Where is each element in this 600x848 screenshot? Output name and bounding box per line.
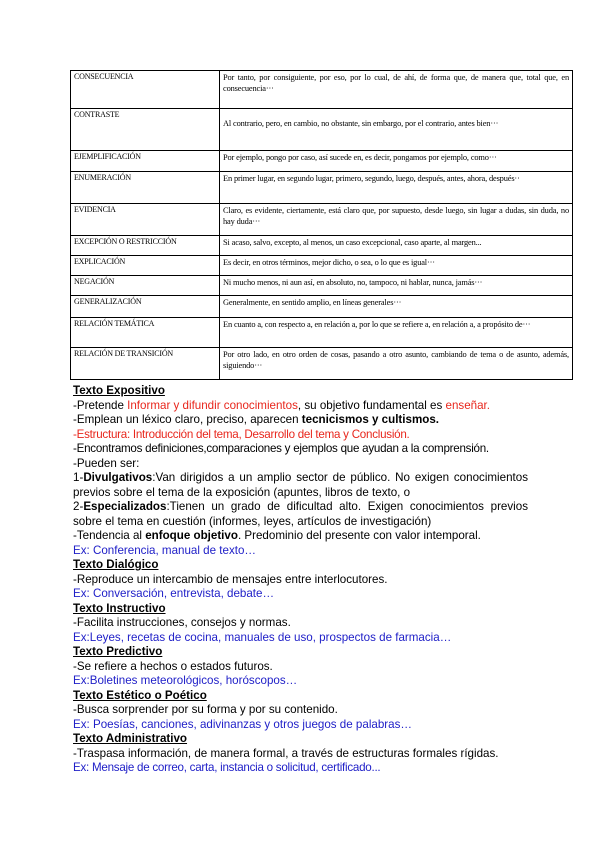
expositivo-line-1: -Pretende Informar y difundir conocimientos, su objetivo fundamental es enseñar. [73, 398, 490, 412]
table-row [71, 348, 573, 380]
category-cell: EVIDENCIA [71, 204, 220, 236]
description-cell: Es decir, en otros términos, mejor dicho, o sea, o lo que es igual··· [220, 256, 573, 276]
description-cell: Al contrario, pero, en cambio, no obstante, sin embargo, por el contrario, antes bien··· [220, 109, 573, 151]
description-cell: En cuanto a, con respecto a, en relación a, por lo que se refiere a, en relación a, a propósito de··· [220, 318, 573, 348]
category-cell: CONSECUENCIA [71, 71, 220, 109]
category-cell: EXCEPCIÓN O RESTRICCIÓN [71, 236, 220, 256]
category-cell: GENERALIZACIÓN [71, 296, 220, 318]
category-cell: NEGACIÓN [71, 276, 220, 296]
predictivo-line-1: -Se refiere a hechos o estados futuros. [73, 659, 273, 673]
expositivo-line-8: -Tendencia al enfoque objetivo. Predominio del presente con valor intemporal. [73, 529, 481, 542]
expositivo-divulgativos: 1-Divulgativos:Van dirigidos a un amplio sector de público. No exigen conocimientos previos sobre el tema de la exposición (apuntes, libros de texto, o [73, 471, 528, 499]
expositivo-especializados: 2-Especializados:Tienen un grado de dificultad alto. Exigen conocimientos previos sobre el tema en cuestión (informes, leyes, artículos de investigación) [73, 500, 528, 528]
table-row [71, 109, 573, 151]
description-cell: Generalmente, en sentido amplio, en líneas generales··· [220, 296, 573, 318]
section-title-administrativo: Texto Administrativo [73, 732, 188, 745]
category-cell: RELACIÓN DE TRANSICIÓN [71, 348, 220, 380]
table-row [71, 172, 573, 204]
dialogico-example: Ex: Conversación, entrevista, debate… [73, 587, 275, 600]
predictivo-example: Ex:Boletines meteorológicos, horóscopos… [73, 674, 298, 687]
estetico-line-1: -Busca sorprender por su forma y por su contenido. [73, 703, 338, 716]
table-row [71, 276, 573, 296]
description-cell: En primer lugar, en segundo lugar, primero, segundo, luego, después, antes, ahora, después·· [220, 172, 573, 204]
expositivo-line-5: -Pueden ser: [73, 456, 140, 470]
administrativo-example: Ex: Mensaje de correo, carta, instancia o solicitud, certificado... [73, 761, 381, 774]
table-row [71, 318, 573, 348]
instructivo-example: Ex:Leyes, recetas de cocina, manuales de uso, prospectos de farmacia… [73, 630, 452, 644]
table-row [71, 151, 573, 172]
description-cell: Por ejemplo, pongo por caso, así sucede en, es decir, pongamos por ejemplo, como··· [220, 151, 573, 172]
description-cell: Ni mucho menos, ni aun así, en absoluto, no, tampoco, ni hablar, nunca, jamás··· [220, 276, 573, 296]
estetico-example: Ex: Poesías, canciones, adivinanzas y otros juegos de palabras… [73, 717, 412, 731]
category-cell: CONTRASTE [71, 109, 220, 151]
table-row [71, 236, 573, 256]
section-title-instructivo: Texto Instructivo [73, 601, 166, 615]
section-title-dialogico: Texto Dialógico [73, 558, 159, 571]
description-cell: Por otro lado, en otro orden de cosas, pasando a otro asunto, cambiando de tema o de asunto, además, siguiendo··· [220, 348, 573, 380]
expositivo-line-2: -Emplean un léxico claro, preciso, aparecen tecnicismos y cultismos. [73, 413, 440, 426]
section-title-predictivo: Texto Predictivo [73, 645, 163, 658]
instructivo-line-1: -Facilita instrucciones, consejos y normas. [73, 616, 291, 629]
administrativo-line-1: -Traspasa información, de manera formal, a través de estructuras formales rígidas. [73, 746, 499, 760]
section-title-expositivo: Texto Expositivo [73, 384, 165, 397]
table-row [71, 204, 573, 236]
dialogico-line-1: -Reproduce un intercambio de mensajes entre interlocutores. [73, 572, 388, 586]
description-cell: Por tanto, por consiguiente, por eso, por lo cual, de ahí, de forma que, de manera que, total que, en consecuencia··· [220, 71, 573, 109]
connectors-table [70, 70, 573, 380]
category-cell: EJEMPLIFICACIÓN [71, 151, 220, 172]
category-cell: ENUMERACIÓN [71, 172, 220, 204]
table-row [71, 256, 573, 276]
description-cell: Claro, es evidente, ciertamente, está claro que, por supuesto, desde luego, sin lugar a dudas, sin duda, no hay duda··· [220, 204, 573, 236]
category-cell: EXPLICACIÓN [71, 256, 220, 276]
expositivo-line-3: -Estructura: Introducción del tema, Desarrollo del tema y Conclusión. [73, 427, 410, 441]
category-cell: RELACIÓN TEMÁTICA [71, 318, 220, 348]
table-row [71, 71, 573, 109]
expositivo-example: Ex: Conferencia, manual de texto… [73, 543, 257, 557]
table-row [71, 296, 573, 318]
expositivo-line-4: -Encontramos definiciones,comparaciones y ejemplos que ayudan a la comprensión. [73, 442, 489, 455]
section-title-estetico: Texto Estético o Poético [73, 688, 207, 702]
description-cell: Si acaso, salvo, excepto, al menos, un caso excepcional, caso aparte, al margen... [220, 236, 573, 256]
text-types-body [73, 384, 528, 776]
